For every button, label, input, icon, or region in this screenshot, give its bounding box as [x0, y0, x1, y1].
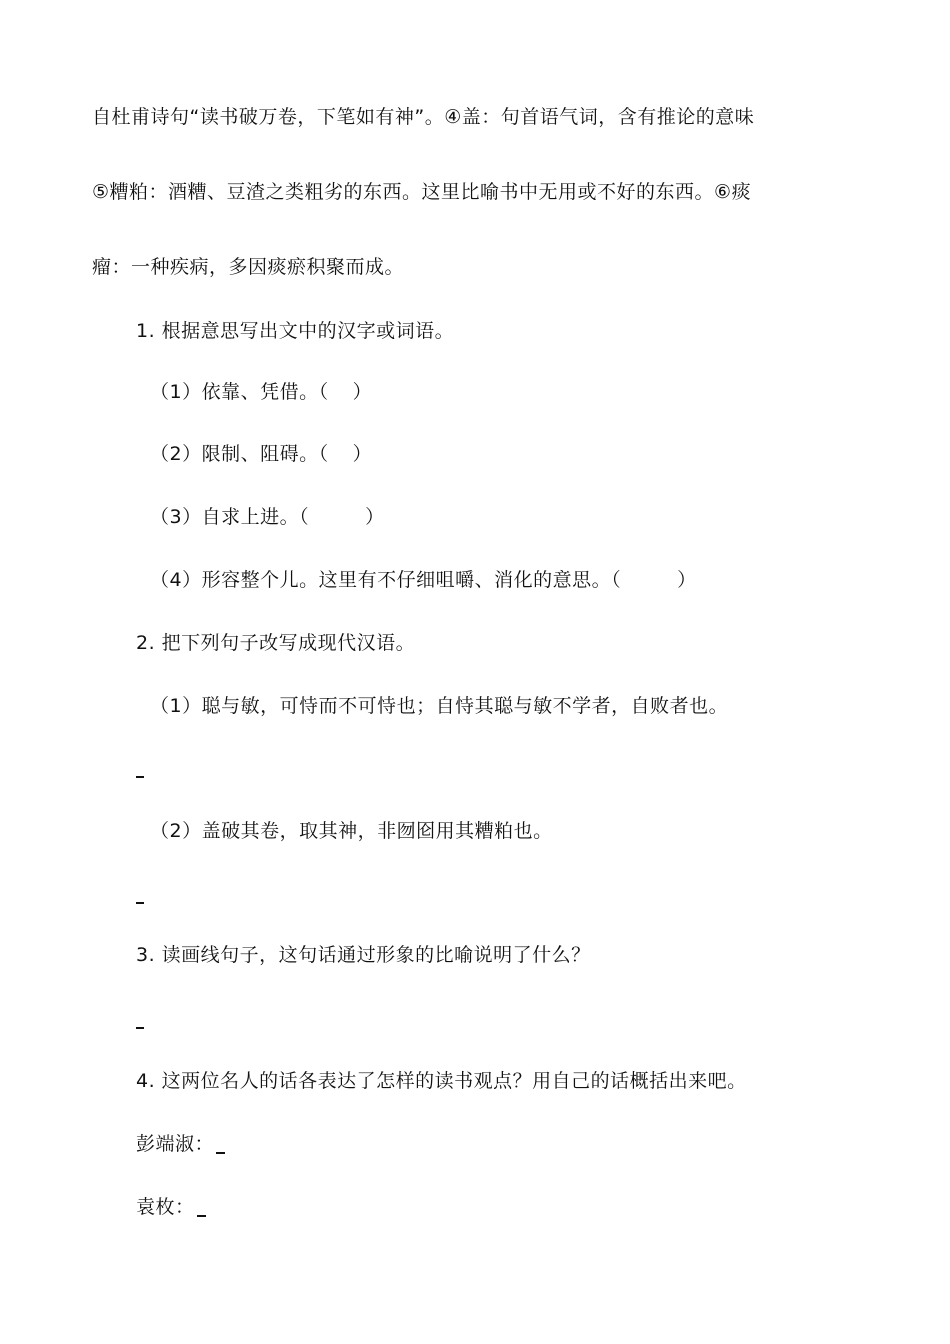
question-1-item-3 [150, 504, 385, 530]
answer-open-paren: （ [611, 569, 622, 591]
person-label: 袁枚： [136, 1196, 195, 1218]
answer-close-paren: ） [365, 506, 385, 528]
answer-open-paren: （ [318, 443, 329, 465]
question-1-item-1 [150, 379, 372, 405]
question-1-title: 1. 根据意思写出文中的汉字或词语。 [136, 320, 455, 342]
person-label: 彭端淑： [136, 1133, 215, 1155]
answer-line-4-1[interactable] [216, 1152, 225, 1154]
answer-open-paren: （ [318, 381, 329, 403]
question-3-title: 3. 读画线句子，这句话通过形象的比喻说明了什么？ [136, 944, 591, 966]
answer-line-3[interactable] [136, 1027, 144, 1029]
answer-close-paren: ） [352, 443, 373, 465]
question-2-item-1: （1）聪与敏，可恃而不可恃也；自恃其聪与敏不学者，自败者也。 [150, 695, 729, 717]
answer-open-paren: （ [299, 506, 310, 528]
item-label: （2）限制、阻碍。 [150, 443, 319, 465]
item-label: （4）形容整个儿。这里有不仔细咀嚼、消化的意思。 [150, 569, 612, 591]
note-line-2: ⑤糟粕：酒糟、豆渣之类粗劣的东西。这里比喻书中无用或不好的东西。⑥痰 [92, 181, 752, 203]
answer-close-paren: ） [352, 381, 373, 403]
note-line-3: 瘤：一种疾病，多因痰瘀积聚而成。 [92, 256, 405, 278]
question-4-title: 4. 这两位名人的话各表达了怎样的读书观点？用自己的话概括出来吧。 [136, 1070, 747, 1092]
answer-line-2-1[interactable] [136, 776, 144, 778]
question-4-person-1 [136, 1131, 225, 1157]
item-label: （3）自求上进。 [150, 506, 300, 528]
note-line-1: 自杜甫诗句“读书破万卷，下笔如有神”。④盖：句首语气词，含有推论的意味 [92, 106, 755, 128]
answer-line-4-2[interactable] [197, 1215, 206, 1217]
question-1-item-4 [150, 567, 697, 593]
question-1-item-2 [150, 441, 372, 467]
answer-close-paren: ） [677, 569, 697, 591]
question-2-item-2: （2）盖破其卷，取其神，非囫囵用其糟粕也。 [150, 820, 553, 842]
question-4-person-2 [136, 1194, 206, 1220]
answer-line-2-2[interactable] [136, 902, 144, 904]
item-label: （1）依靠、凭借。 [150, 381, 319, 403]
question-2-title: 2. 把下列句子改写成现代汉语。 [136, 632, 416, 654]
